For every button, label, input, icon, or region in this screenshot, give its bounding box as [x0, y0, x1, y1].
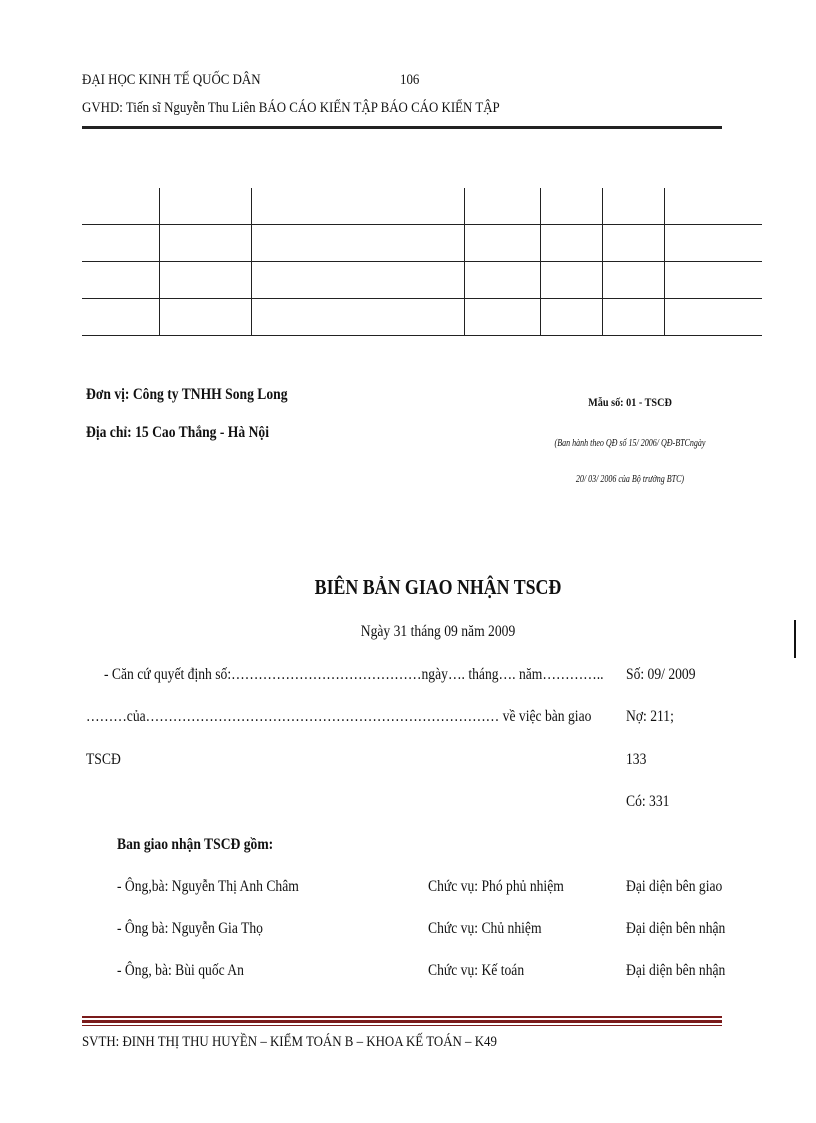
table-cell	[664, 225, 762, 262]
table-cell	[602, 225, 664, 262]
university-name: ĐẠI HỌC KINH TẾ QUỐC DÂN	[82, 72, 261, 88]
table-row	[82, 262, 762, 299]
unit-name: Đơn vị: Công ty TNHH Song Long	[86, 386, 288, 403]
header-rule	[82, 126, 722, 129]
table-cell	[82, 299, 159, 336]
member-side: Đại diện bên nhận	[626, 920, 726, 937]
committee-heading: Ban giao nhận TSCĐ gồm:	[117, 836, 274, 853]
document-title: BIÊN BẢN GIAO NHẬN TSCĐ	[314, 575, 562, 599]
table-cell	[602, 299, 664, 336]
table-cell	[602, 188, 664, 225]
table-row	[82, 225, 762, 262]
member-name: - Ông, bà: Bùi quốc An	[117, 962, 244, 979]
table-cell	[540, 299, 602, 336]
table-cell	[540, 262, 602, 299]
document-date: Ngày 31 tháng 09 năm 2009	[360, 623, 516, 640]
unit-address: Địa chỉ: 15 Cao Thắng - Hà Nội	[86, 424, 269, 441]
debit-accounts-2: 133	[626, 751, 647, 768]
table-cell	[664, 188, 762, 225]
supervisor-line: GVHD: Tiến sĩ Nguyễn Thu Liên BÁO CÁO KIẾN TẬP BÁO CÁO KIẾN TẬP	[82, 100, 500, 116]
document-number: Số: 09/ 2009	[626, 666, 696, 683]
member-role: Chức vụ: Phó phủ nhiệm	[428, 878, 564, 895]
table-cell	[540, 225, 602, 262]
member-role: Chức vụ: Chủ nhiệm	[428, 920, 542, 937]
margin-mark	[794, 620, 796, 658]
table-cell	[251, 188, 464, 225]
table-cell	[251, 225, 464, 262]
form-issued-line-2: 20/ 03/ 2006 của Bộ trưởng BTC)	[575, 474, 685, 485]
table-cell	[159, 299, 251, 336]
page-number: 106	[400, 72, 420, 88]
footer-rule-thick	[82, 1020, 722, 1023]
table-cell	[159, 188, 251, 225]
table-cell	[464, 299, 540, 336]
table-cell	[159, 262, 251, 299]
member-side: Đại diện bên nhận	[626, 962, 726, 979]
table-cell	[464, 225, 540, 262]
table-cell	[540, 188, 602, 225]
member-side: Đại diện bên giao	[626, 878, 723, 895]
table-row	[82, 299, 762, 336]
basis-line-2: ………của…………………………………………………………………… về việc bàn giao	[86, 708, 592, 725]
table-cell	[664, 299, 762, 336]
credit-account: Có: 331	[626, 793, 670, 810]
member-role: Chức vụ: Kế toán	[428, 962, 525, 979]
table-cell	[464, 262, 540, 299]
debit-accounts: Nợ: 211;	[626, 708, 674, 725]
table-cell	[82, 262, 159, 299]
table-cell	[82, 225, 159, 262]
form-code: Mẫu số: 01 - TSCĐ	[588, 395, 672, 409]
table-cell	[602, 262, 664, 299]
footer-rule-thin	[82, 1025, 722, 1026]
basis-line-3: TSCĐ	[86, 751, 121, 768]
table-row	[82, 188, 762, 225]
blank-table	[82, 188, 762, 336]
table-cell	[159, 225, 251, 262]
footer-rule	[82, 1016, 722, 1018]
table-cell	[464, 188, 540, 225]
form-issued-line-1: (Ban hành theo QĐ số 15/ 2006/ QĐ-BTCngày	[554, 438, 706, 449]
footer-student-line: SVTH: ĐINH THỊ THU HUYỀN – KIỂM TOÁN B – KHOA KẾ TOÁN – K49	[82, 1034, 497, 1050]
basis-line-1: - Căn cứ quyết định số:……………………………………ngày…. tháng…. năm…………..	[104, 666, 604, 683]
member-name: - Ông,bà: Nguyễn Thị Anh Châm	[117, 878, 299, 895]
table-cell	[251, 262, 464, 299]
table-cell	[664, 262, 762, 299]
table-cell	[251, 299, 464, 336]
member-name: - Ông bà: Nguyễn Gia Thọ	[117, 920, 263, 937]
table-cell	[82, 188, 159, 225]
